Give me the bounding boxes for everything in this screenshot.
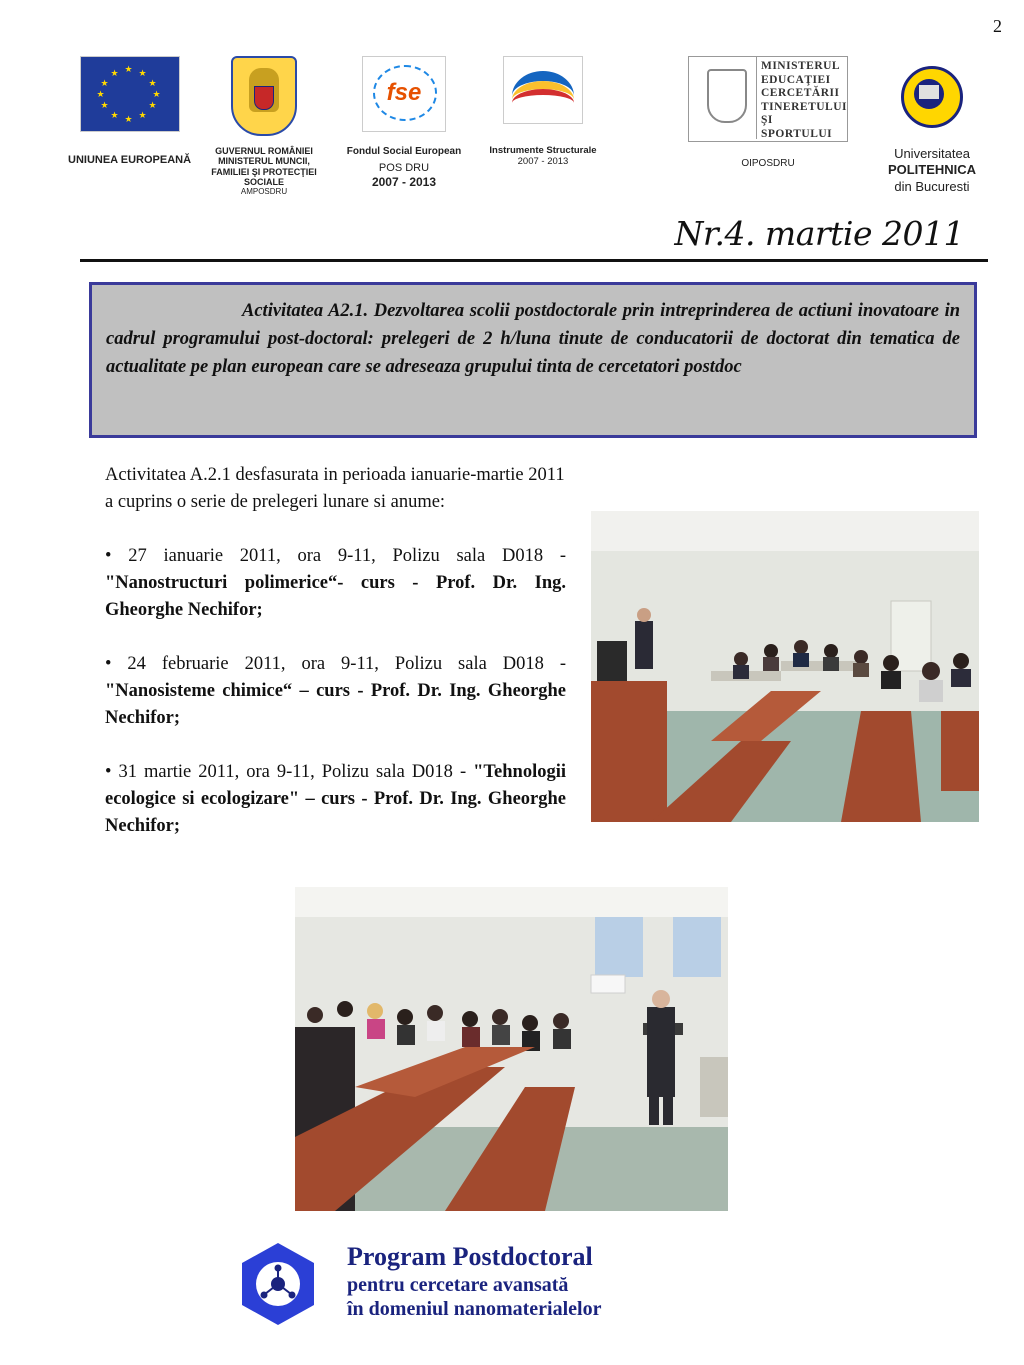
- program-subtitle-1: pentru cercetare avansată: [347, 1274, 569, 1296]
- is-line-2: 2007 - 2013: [517, 155, 569, 167]
- ministry-line-5: ŞI SPORTULUI: [760, 114, 833, 140]
- structural-instruments-icon: [503, 56, 583, 124]
- ministry-caption: OIPOSDRU: [741, 158, 795, 169]
- lecture-item: [105, 543, 566, 624]
- lecture-date: • 31 martie 2011, ora 9-11, Polizu sala D018 -: [105, 762, 474, 782]
- issue-title: Nr.4. martie 2011: [674, 214, 964, 253]
- nanomaterials-hexagon-icon: [240, 1241, 316, 1327]
- lecture-photo-1: [591, 511, 979, 822]
- activity-box: [89, 282, 977, 438]
- gov-line-2: MINISTERUL MUNCII,: [218, 156, 310, 167]
- lecture-item: [105, 759, 566, 840]
- ministry-logo: [688, 56, 848, 170]
- activity-description: Activitatea A2.1. Dezvoltarea scolii postdoctorale prin intreprinderea de actiuni inovatoare in cadrul programului post-doctoral: prelegeri de 2 h/luna tinute de conducatorii de doctorat din tematica de actualitate pe plan european care se adreseaza grupului tinta de cercetatori postdoc: [106, 301, 960, 377]
- fse-line-2: POS DRU: [378, 161, 430, 174]
- fse-logo-text: fse: [386, 79, 422, 106]
- lecture-title: "Tehnologii ecologice si ecologizare" – curs - Prof. Dr. Ing. Gheorghe Nechifor;: [105, 762, 566, 836]
- fse-line-1: Fondul Social European: [346, 146, 462, 157]
- eu-logo: [68, 56, 191, 167]
- ministry-crest-icon: [689, 57, 757, 139]
- header-divider: [80, 259, 988, 262]
- government-logo: [208, 56, 320, 197]
- eu-flag-icon: ★ ★ ★ ★ ★ ★ ★ ★ ★ ★ ★ ★: [80, 56, 180, 132]
- body-text: [105, 462, 566, 840]
- program-subtitle-2: în domeniul nanomaterialelor: [347, 1298, 602, 1320]
- structural-instruments-logo: [488, 56, 598, 168]
- program-title: Program Postdoctoral: [347, 1242, 593, 1271]
- ministry-line-3: CERCETĂRII: [760, 87, 840, 99]
- upb-line-1: Universitatea: [894, 146, 970, 161]
- lecture-title: "Nanosisteme chimice“ – curs - Prof. Dr. Ing. Gheorghe Nechifor;: [105, 681, 566, 728]
- ministry-line-1: MINISTERUL: [760, 60, 841, 72]
- lecture-date: • 24 februarie 2011, ora 9-11, Polizu sala D018 -: [105, 654, 566, 674]
- gov-line-3: FAMILIEI ŞI PROTECŢIEI: [211, 166, 317, 177]
- fse-line-3: 2007 - 2013: [371, 175, 437, 190]
- gov-line-5: AMPOSDRU: [240, 187, 288, 197]
- is-line-1: Instrumente Structurale: [489, 145, 597, 156]
- lecture-item: [105, 651, 566, 732]
- gov-line-1: GUVERNUL ROMÂNIEI: [215, 146, 313, 156]
- upb-line-2: POLITEHNICA: [887, 162, 977, 178]
- upb-logo: [882, 66, 982, 195]
- fse-icon: [362, 56, 446, 132]
- upb-line-3: din Bucuresti: [894, 178, 970, 194]
- romanian-coat-of-arms-icon: [231, 56, 297, 136]
- lecture-date: • 27 ianuarie 2011, ora 9-11, Polizu sala D018 -: [105, 546, 566, 566]
- lecture-photo-2: [295, 887, 728, 1211]
- eu-caption: UNIUNEA EUROPEANĂ: [68, 154, 192, 166]
- ministry-line-2: EDUCAŢIEI: [760, 73, 831, 86]
- gov-line-4: SOCIALE: [243, 177, 284, 188]
- intro-paragraph: Activitatea A.2.1 desfasurata in perioada ianuarie-martie 2011 a cuprins o serie de prelegeri lunare si anume:: [105, 465, 565, 512]
- lecture-title: "Nanostructuri polimerice“- curs - Prof. Dr. Ing. Gheorghe Nechifor;: [105, 573, 566, 620]
- program-footer: [347, 1241, 601, 1321]
- upb-seal-icon: [901, 66, 963, 128]
- ministry-line-4: TINERETULUI: [760, 100, 847, 113]
- page-number: 2: [993, 16, 1002, 36]
- fse-logo: [344, 56, 464, 190]
